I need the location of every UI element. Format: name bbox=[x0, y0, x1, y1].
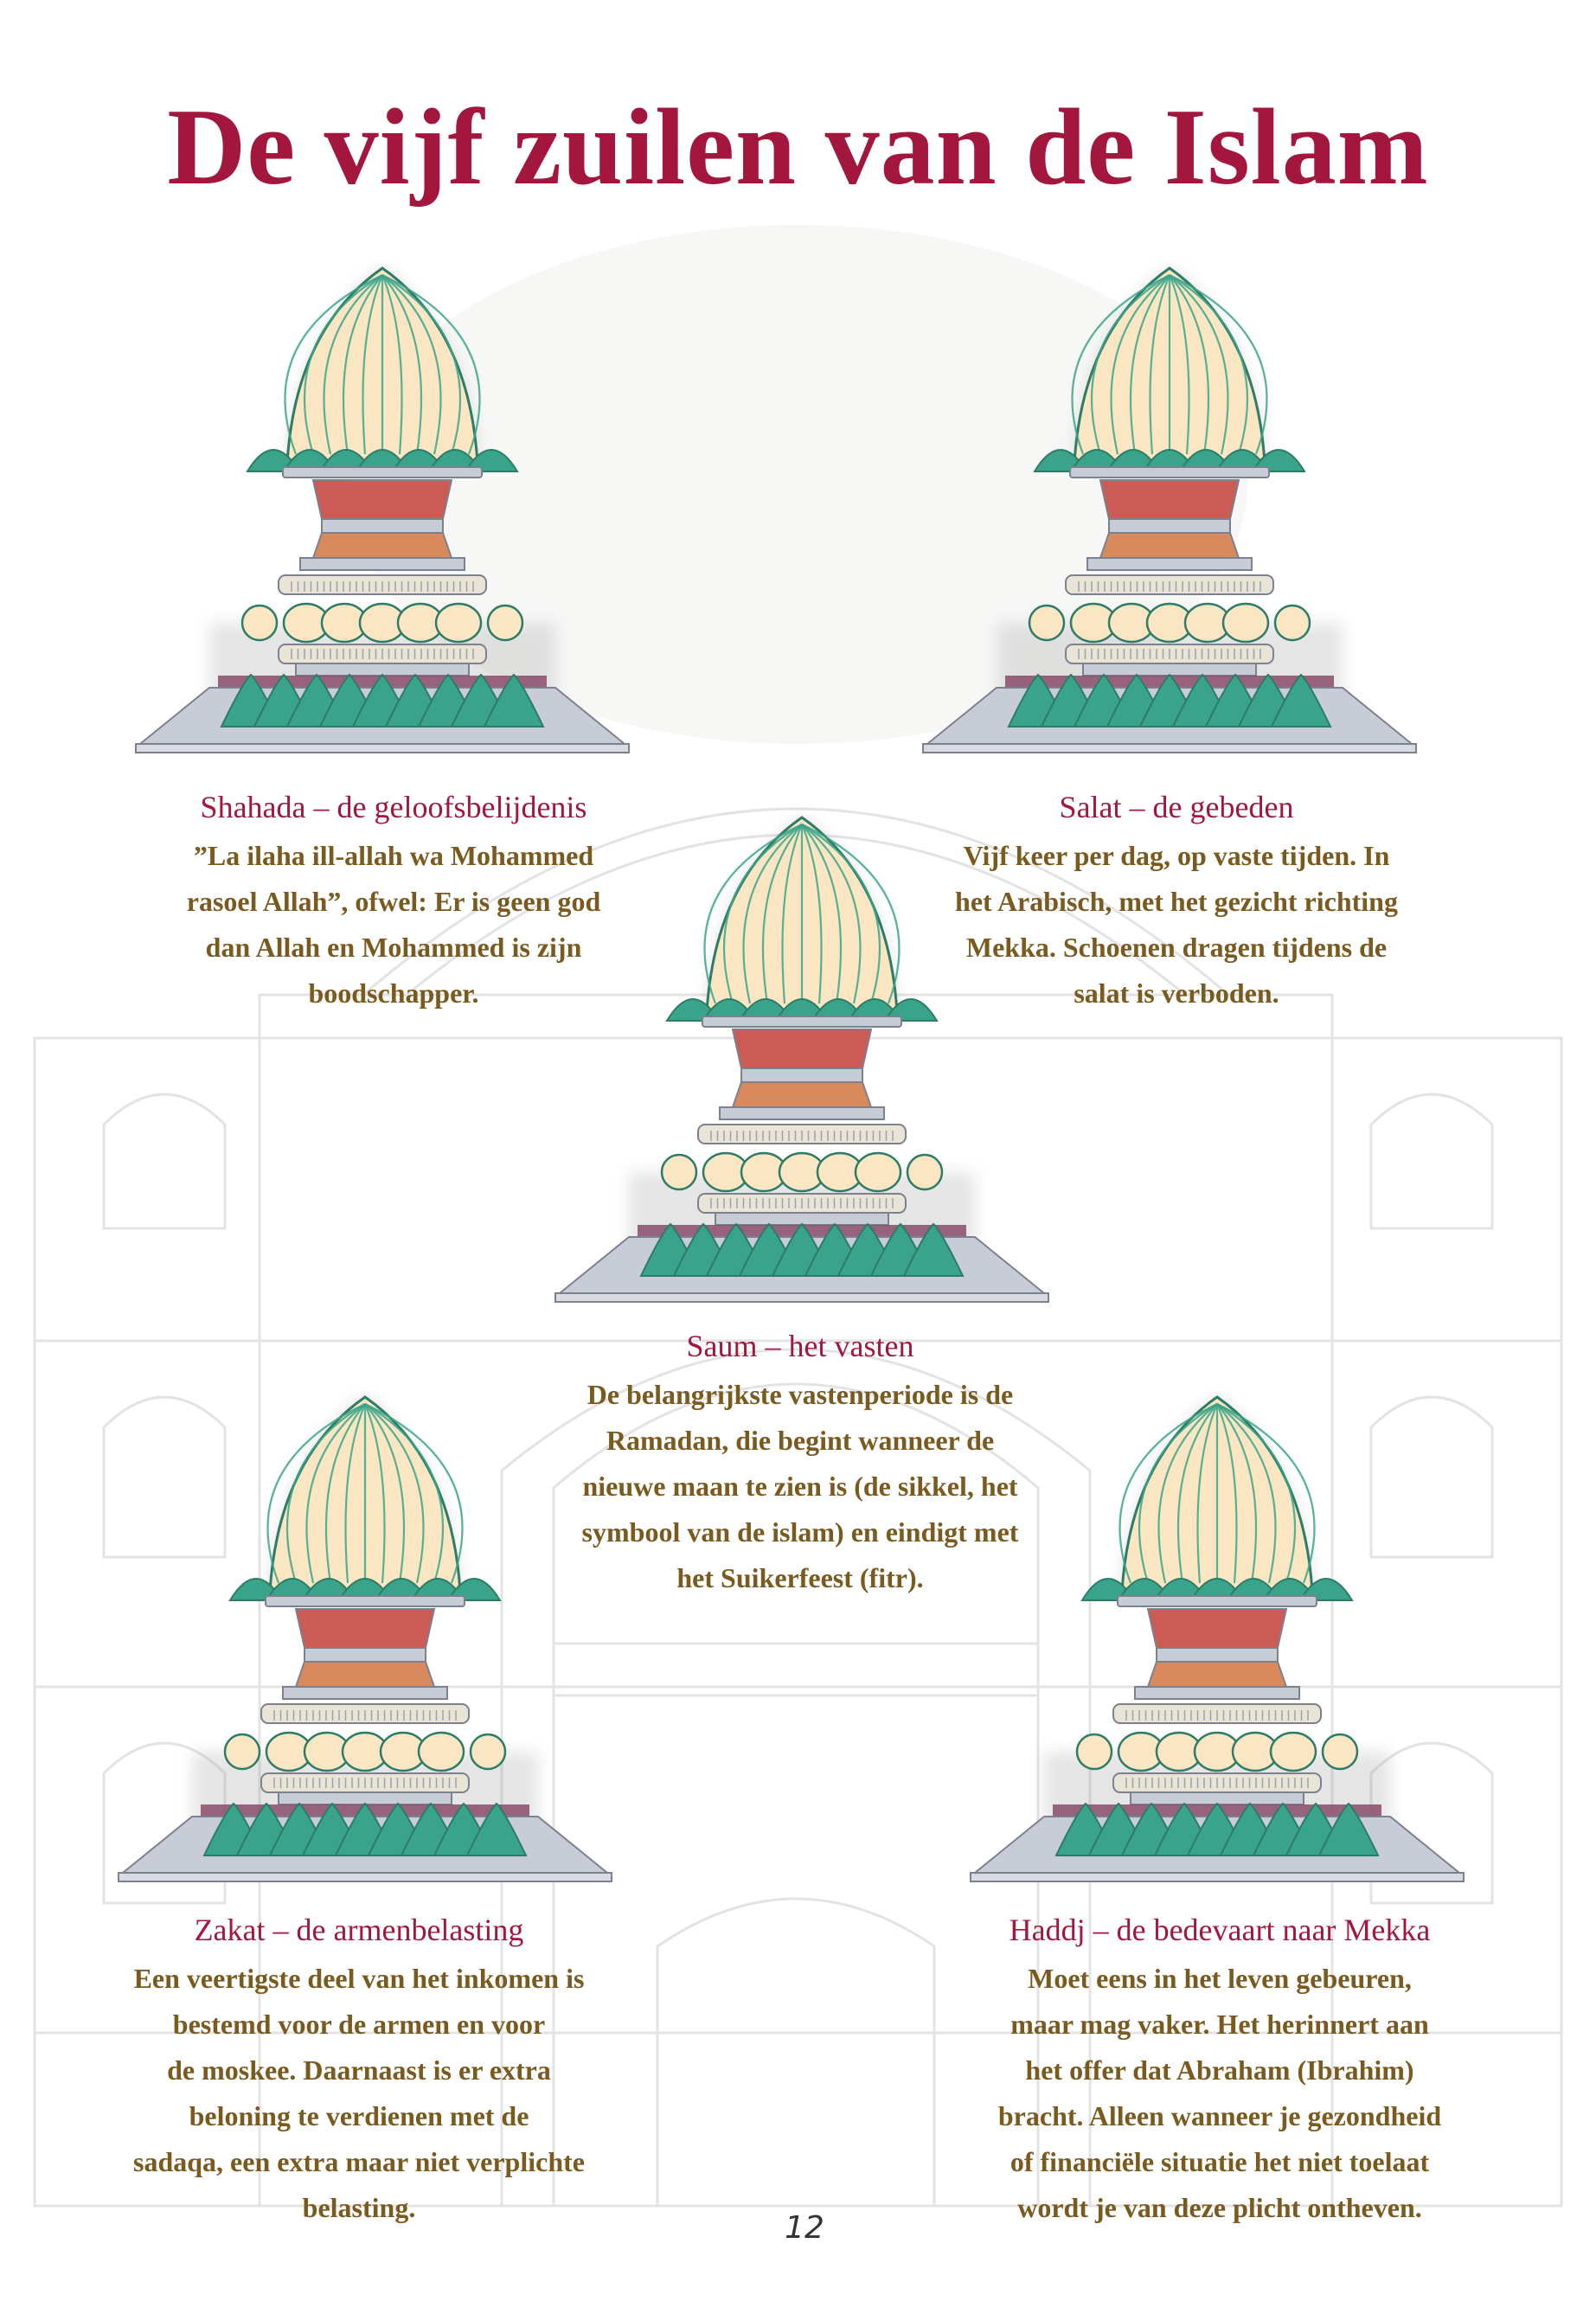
description-line: Vijf keer per dag, op vaste tijden. In bbox=[963, 840, 1390, 872]
page-number: 12 bbox=[785, 2210, 824, 2246]
description-line: Ramadan, die begint wanneer de bbox=[606, 1425, 995, 1457]
description-line: het Suikerfeest (fitr). bbox=[676, 1562, 924, 1594]
description-line: beloning te verdienen met de bbox=[189, 2100, 529, 2132]
description-line: de moskee. Daarnaast is er extra bbox=[167, 2054, 551, 2086]
description-line: De belangrijkste vastenperiode is de bbox=[586, 1379, 1014, 1411]
description-line: Moet eens in het leven gebeuren, bbox=[1028, 1963, 1412, 1995]
description-line: het offer dat Abraham (Ibrahim) bbox=[1025, 2054, 1414, 2086]
pillar-illustration-shahada bbox=[134, 260, 631, 779]
pillar-description bbox=[82, 1956, 636, 2231]
pillar-text-haddj bbox=[952, 1912, 1488, 2231]
description-line: Mekka. Schoenen dragen tijdens de bbox=[965, 932, 1388, 964]
pillar-illustration-salat bbox=[921, 260, 1419, 779]
description-line: wordt je van deze plicht ontheven. bbox=[1017, 2192, 1422, 2224]
description-line: sadaqa, een extra maar niet verplichte bbox=[133, 2146, 585, 2178]
pillar-heading: Saum – het vasten bbox=[686, 1329, 914, 1363]
description-line: het Arabisch, met het gezicht richting bbox=[955, 886, 1398, 918]
description-line: boodschapper. bbox=[308, 977, 479, 1009]
description-line: of financiële situatie het niet toelaat bbox=[1010, 2146, 1430, 2178]
description-line: Een veertigste deel van het inkomen is bbox=[133, 1963, 585, 1995]
pillar-heading: Haddj – de bedevaart naar Mekka bbox=[1009, 1913, 1431, 1947]
pillar-heading: Shahada – de geloofsbelijdenis bbox=[200, 790, 587, 824]
description-line: salat is verboden. bbox=[1074, 977, 1279, 1009]
pillar-heading: Zakat – de armenbelasting bbox=[194, 1913, 524, 1947]
description-line: bestemd voor de armen en voor bbox=[172, 2009, 546, 2041]
pillar-description bbox=[900, 833, 1453, 1016]
pillar-description bbox=[519, 1372, 1081, 1601]
description-line: maar mag vaker. Het herinnert aan bbox=[1010, 2009, 1429, 2041]
pillar-text-zakat bbox=[82, 1912, 636, 2231]
description-line: symbool van de islam) en eindigt met bbox=[581, 1516, 1019, 1548]
description-line: rasoel Allah”, ofwel: Er is geen god bbox=[186, 886, 601, 918]
pillar-description bbox=[952, 1956, 1488, 2231]
pillar-text-saum bbox=[519, 1328, 1081, 1601]
pillar-description bbox=[125, 833, 662, 1016]
pillar-heading: Salat – de gebeden bbox=[1059, 790, 1294, 824]
page-title: De vijf zuilen van de Islam bbox=[167, 87, 1429, 208]
description-line: nieuwe maan te zien is (de sikkel, het bbox=[582, 1471, 1018, 1503]
description-line: ”La ilaha ill-allah wa Mohammed bbox=[193, 840, 594, 872]
description-line: bracht. Alleen wanneer je gezondheid bbox=[997, 2100, 1442, 2132]
description-line: belasting. bbox=[302, 2192, 416, 2224]
pillar-text-salat bbox=[900, 789, 1453, 1016]
pillar-text-shahada bbox=[125, 789, 662, 1016]
description-line: dan Allah en Mohammed is zijn bbox=[205, 932, 582, 964]
